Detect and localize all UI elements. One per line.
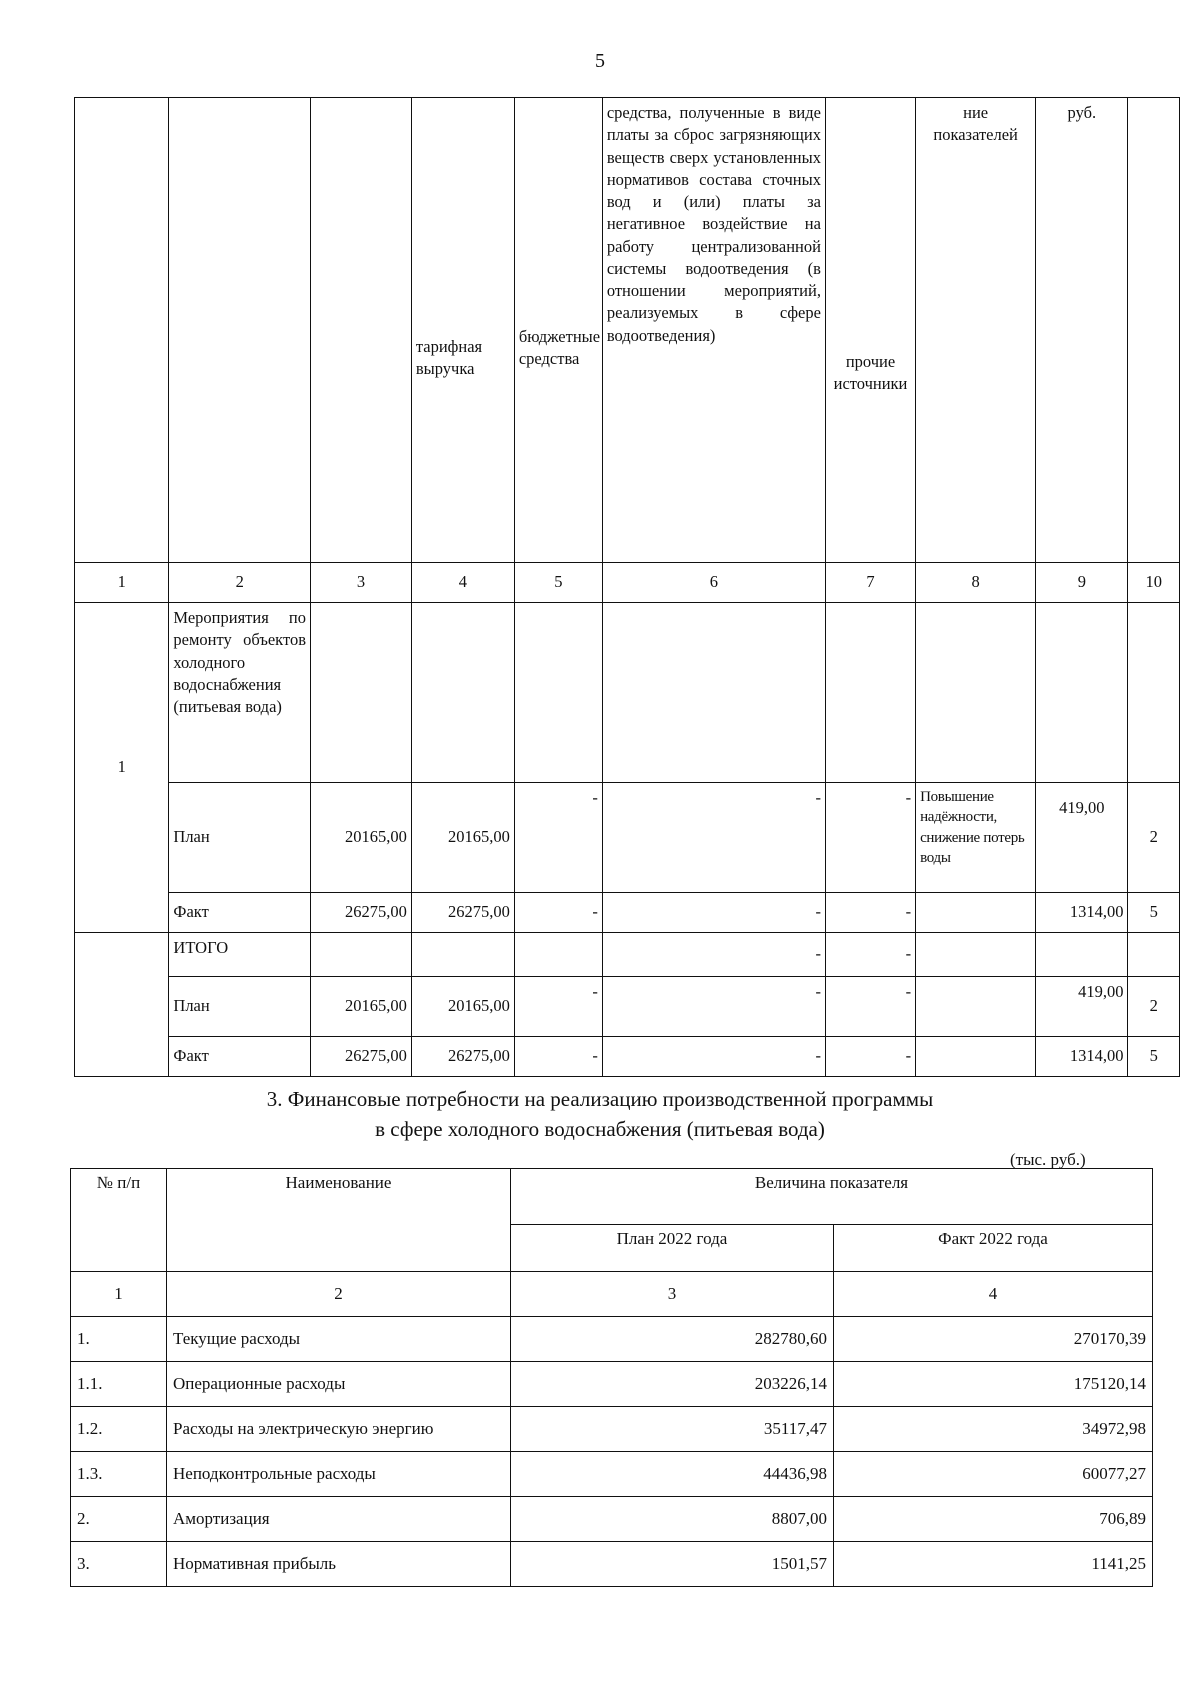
t2-row-plan: 44436,98 (511, 1452, 834, 1497)
section3-title-line2: в сфере холодного водоснабжения (питьевая вода) (375, 1117, 825, 1141)
t1-total-plan-c9: 419,00 (1036, 977, 1128, 1037)
table1-total-row (75, 933, 1180, 977)
t1-row-index: 1 (75, 603, 169, 933)
activities-table (74, 97, 1180, 1077)
section3-title-line1: 3. Финансовые потребности на реализацию производственной программы (266, 1087, 934, 1111)
t1-colnum: 6 (602, 563, 825, 603)
t1-plan-c9: 419,00 (1036, 783, 1128, 893)
t2-colnum: 1 (71, 1272, 167, 1317)
t1-colnum: 2 (169, 563, 311, 603)
t1-header-col1 (75, 98, 169, 563)
t1-plan-c5: - (514, 783, 602, 893)
units-label: (тыс. руб.) (1010, 1150, 1086, 1169)
t1-empty-cell (916, 1037, 1036, 1077)
t2-row-num: 1.2. (71, 1407, 167, 1452)
t1-total-index (75, 933, 169, 1077)
t1-total-fact-c3: 26275,00 (311, 1037, 412, 1077)
t2-row (71, 1362, 1153, 1407)
t2-header-num: № п/п (71, 1169, 167, 1272)
t1-empty-cell (1036, 603, 1128, 783)
t1-total-plan-c10: 2 (1128, 977, 1180, 1037)
t1-empty-cell (514, 603, 602, 783)
t2-row-fact: 1141,25 (834, 1542, 1153, 1587)
t2-header-name: Наименование (167, 1169, 511, 1272)
t2-row-name: Нормативная прибыль (167, 1542, 511, 1587)
t1-empty-cell (514, 933, 602, 977)
table1-activity-row (75, 603, 1180, 783)
t2-colnum: 3 (511, 1272, 834, 1317)
t1-empty-cell (1128, 603, 1180, 783)
t1-plan-c3: 20165,00 (311, 783, 412, 893)
table1-fact-row (75, 893, 1180, 933)
t1-fact-c10: 5 (1128, 893, 1180, 933)
table1-column-numbers (75, 563, 1180, 603)
t1-colnum: 10 (1128, 563, 1180, 603)
t1-fact-c9: 1314,00 (1036, 893, 1128, 933)
t1-total-fact-label: Факт (169, 1037, 311, 1077)
t2-row (71, 1497, 1153, 1542)
t1-total-plan-label: План (169, 977, 311, 1037)
t1-colnum: 1 (75, 563, 169, 603)
t2-header-value: Величина показателя (511, 1169, 1153, 1225)
t1-header-col2 (169, 98, 311, 563)
t1-plan-c4: 20165,00 (411, 783, 514, 893)
t1-empty-cell (411, 933, 514, 977)
t1-total-c7: - (825, 933, 915, 977)
t2-colnum: 2 (167, 1272, 511, 1317)
table1-total-fact-row (75, 1037, 1180, 1077)
t2-row (71, 1542, 1153, 1587)
t1-fact-label: Факт (169, 893, 311, 933)
t1-empty-cell (916, 977, 1036, 1037)
t1-total-fact-c7: - (825, 1037, 915, 1077)
t1-total-c6: - (602, 933, 825, 977)
t1-header-col3 (311, 98, 412, 563)
t2-header-row (71, 1169, 1153, 1225)
t2-row (71, 1407, 1153, 1452)
t2-colnum: 4 (834, 1272, 1153, 1317)
t1-header-budget-funds: бюджетные средства (514, 98, 602, 563)
t2-row-name: Расходы на электрическую энергию (167, 1407, 511, 1452)
t1-colnum: 3 (311, 563, 412, 603)
t2-row-name: Текущие расходы (167, 1317, 511, 1362)
t2-row-plan: 35117,47 (511, 1407, 834, 1452)
t1-empty-cell (916, 933, 1036, 977)
t2-row-num: 2. (71, 1497, 167, 1542)
t2-row-fact: 34972,98 (834, 1407, 1153, 1452)
t2-row-name: Амортизация (167, 1497, 511, 1542)
t2-colnum-row (71, 1272, 1153, 1317)
t1-total-fact-c10: 5 (1128, 1037, 1180, 1077)
t1-total-label: ИТОГО (169, 933, 311, 977)
t1-empty-cell (311, 603, 412, 783)
t1-total-plan-c3: 20165,00 (311, 977, 412, 1037)
t1-plan-c10: 2 (1128, 783, 1180, 893)
t1-total-plan-c6: - (602, 977, 825, 1037)
t1-empty-cell (311, 933, 412, 977)
t2-header-plan: План 2022 года (511, 1224, 834, 1271)
t1-plan-c6: - (602, 783, 825, 893)
table1-total-plan-row (75, 977, 1180, 1037)
t1-total-plan-c4: 20165,00 (411, 977, 514, 1037)
t2-row (71, 1317, 1153, 1362)
t1-total-plan-c5: - (514, 977, 602, 1037)
t2-row-name: Операционные расходы (167, 1362, 511, 1407)
t2-row-plan: 8807,00 (511, 1497, 834, 1542)
t1-empty-cell (1128, 933, 1180, 977)
t1-empty-cell (602, 603, 825, 783)
t1-plan-label: План (169, 783, 311, 893)
t1-total-fact-c9: 1314,00 (1036, 1037, 1128, 1077)
t1-empty-cell (825, 603, 915, 783)
t2-row-num: 3. (71, 1542, 167, 1587)
table1-header-row (75, 98, 1180, 563)
t1-total-plan-c7: - (825, 977, 915, 1037)
t1-colnum: 8 (916, 563, 1036, 603)
t2-row-num: 1.1. (71, 1362, 167, 1407)
t2-row-name: Неподконтрольные расходы (167, 1452, 511, 1497)
t1-header-tariff-revenue: тарифная выручка (411, 98, 514, 563)
t1-header-indicator: ние показателей (916, 98, 1036, 563)
t1-empty-cell (1036, 933, 1128, 977)
t2-row-plan: 282780,60 (511, 1317, 834, 1362)
t2-row-num: 1.3. (71, 1452, 167, 1497)
t1-header-col10 (1128, 98, 1180, 563)
t2-row-fact: 175120,14 (834, 1362, 1153, 1407)
t1-plan-c7: - (825, 783, 915, 893)
t2-row-num: 1. (71, 1317, 167, 1362)
t1-empty-cell (916, 603, 1036, 783)
t2-row-fact: 60077,27 (834, 1452, 1153, 1497)
t2-row-fact: 706,89 (834, 1497, 1153, 1542)
t1-fact-c7: - (825, 893, 915, 933)
t2-row-plan: 203226,14 (511, 1362, 834, 1407)
t1-fact-c4: 26275,00 (411, 893, 514, 933)
t1-empty-cell (411, 603, 514, 783)
t1-plan-effect: Повышение надёжности, снижение потерь воды (916, 783, 1036, 893)
table1-plan-row (75, 783, 1180, 893)
t1-header-other-sources: прочие источники (825, 98, 915, 563)
t1-fact-c8 (916, 893, 1036, 933)
t1-total-fact-c5: - (514, 1037, 602, 1077)
t1-activity-title: Мероприятия по ремонту объектов холодного водоснабжения (питьевая вода) (169, 603, 311, 783)
t1-fact-c6: - (602, 893, 825, 933)
financial-needs-table (70, 1168, 1153, 1587)
t1-fact-c3: 26275,00 (311, 893, 412, 933)
t1-colnum: 4 (411, 563, 514, 603)
t1-total-fact-c4: 26275,00 (411, 1037, 514, 1077)
t2-row (71, 1452, 1153, 1497)
page-number: 5 (595, 50, 605, 72)
t1-colnum: 9 (1036, 563, 1128, 603)
t1-fact-c5: - (514, 893, 602, 933)
t1-header-pollution-fees: средства, полученные в виде платы за сброс загрязняющих веществ сверх установленных нормативов состава сточных вод и (или) платы за негативное воздействие на работу централизованной системы водоотведения (в отношении мероприятий, реализуемых в сфере водоотведения) (602, 98, 825, 563)
t1-colnum: 5 (514, 563, 602, 603)
t2-header-fact: Факт 2022 года (834, 1224, 1153, 1271)
t1-header-rub: руб. (1036, 98, 1128, 563)
t2-row-fact: 270170,39 (834, 1317, 1153, 1362)
t1-colnum: 7 (825, 563, 915, 603)
t1-total-fact-c6: - (602, 1037, 825, 1077)
t2-row-plan: 1501,57 (511, 1542, 834, 1587)
